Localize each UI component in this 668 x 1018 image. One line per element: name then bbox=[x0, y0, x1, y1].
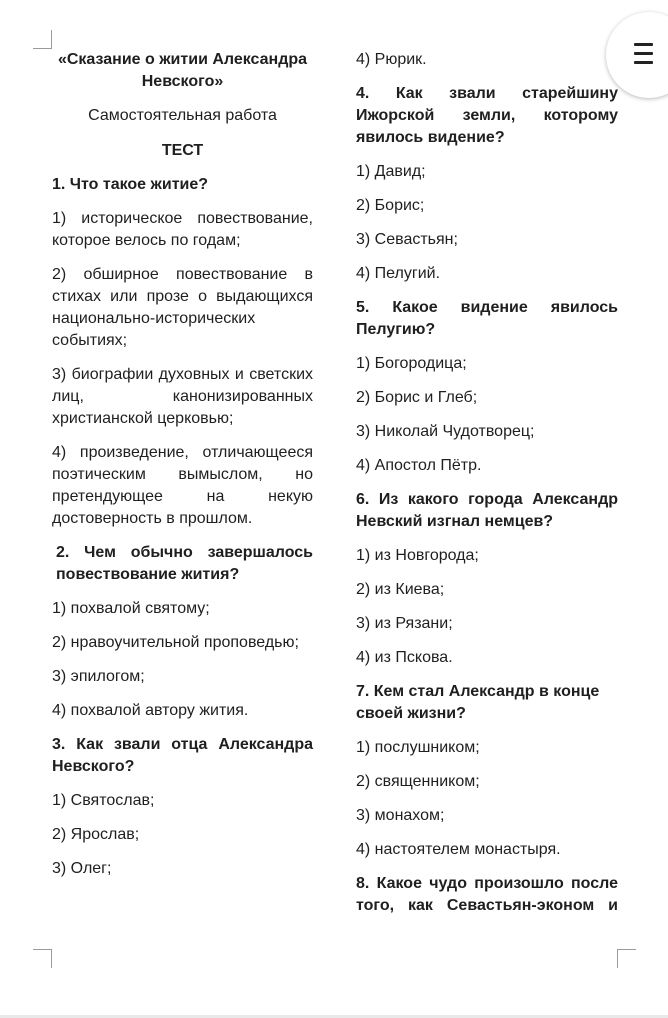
q3-option-4: 4) Рюрик. bbox=[356, 51, 427, 68]
q6-option-2: 2) из Киева; bbox=[356, 581, 445, 598]
q7-option-1: 1) послушником; bbox=[356, 739, 480, 756]
document-title: «Сказание о житии Александра Невского» bbox=[57, 51, 308, 90]
q4-option-1: 1) Давид; bbox=[356, 163, 426, 180]
q4-option-2: 2) Борис; bbox=[356, 197, 425, 214]
q5-option-4: 4) Апостол Пётр. bbox=[356, 457, 482, 474]
q7-option-4: 4) настоятелем монастыря. bbox=[356, 841, 561, 858]
question-3: 3. Как звали отца Александра Невского? bbox=[52, 736, 313, 775]
q7-option-3: 3) монахом; bbox=[356, 807, 445, 824]
q2-option-4: 4) похвалой автору жития. bbox=[52, 702, 249, 719]
question-7: 7. Кем стал Александр в конце своей жизни? bbox=[356, 683, 600, 722]
q1-option-2: 2) обширное повествование в стихах или прозе о выдающихся национально-исторических событиях; bbox=[52, 266, 313, 349]
q1-option-1: 1) историческое повествование, которое велось по годам; bbox=[52, 210, 313, 249]
question-6: 6. Из какого города Александр Невский изгнал немцев? bbox=[356, 491, 618, 530]
question-1: 1. Что такое житие? bbox=[52, 176, 209, 193]
q3-option-3: 3) Олег; bbox=[52, 860, 112, 877]
q6-option-4: 4) из Пскова. bbox=[356, 649, 453, 666]
q6-option-3: 3) из Рязани; bbox=[356, 615, 453, 632]
q5-option-2: 2) Борис и Глеб; bbox=[356, 389, 478, 406]
left-column bbox=[52, 48, 313, 880]
q4-option-4: 4) Пелугий. bbox=[356, 265, 441, 282]
q5-option-1: 1) Богородица; bbox=[356, 355, 467, 372]
hamburger-menu-icon bbox=[634, 43, 653, 65]
test-label: ТЕСТ bbox=[161, 142, 204, 159]
margin-corner-bottom-right bbox=[617, 949, 636, 968]
question-8: 8. Какое чудо произошло после того, как Севастьян-эконом и bbox=[356, 875, 618, 914]
q2-option-3: 3) эпилогом; bbox=[52, 668, 145, 685]
document-subtitle: Самостоятельная работа bbox=[88, 107, 277, 124]
q6-option-1: 1) из Новгорода; bbox=[356, 547, 479, 564]
margin-corner-bottom-left bbox=[33, 949, 52, 968]
q7-option-2: 2) священником; bbox=[356, 773, 480, 790]
right-column bbox=[356, 48, 618, 917]
margin-corner-top-left bbox=[33, 30, 52, 49]
question-5: 5. Какое видение явилось Пелугию? bbox=[356, 299, 618, 338]
q1-option-3: 3) биографии духовных и светских лиц, канонизированных христианской церковью; bbox=[52, 366, 313, 427]
q1-option-4: 4) произведение, отличающееся поэтическим вымыслом, но претендующее на некую достоверность в прошлом. bbox=[52, 444, 313, 527]
q2-option-1: 1) похвалой святому; bbox=[52, 600, 210, 617]
question-2: 2. Чем обычно завершалось повествование жития? bbox=[56, 544, 313, 583]
question-4: 4. Как звали старейшину Ижорской земли, которому явилось видение? bbox=[356, 85, 618, 146]
q3-option-1: 1) Святослав; bbox=[52, 792, 155, 809]
q4-option-3: 3) Севастьян; bbox=[356, 231, 458, 248]
q2-option-2: 2) нравоучительной проповедью; bbox=[52, 634, 299, 651]
q3-option-2: 2) Ярослав; bbox=[52, 826, 140, 843]
q5-option-3: 3) Николай Чудотворец; bbox=[356, 423, 535, 440]
